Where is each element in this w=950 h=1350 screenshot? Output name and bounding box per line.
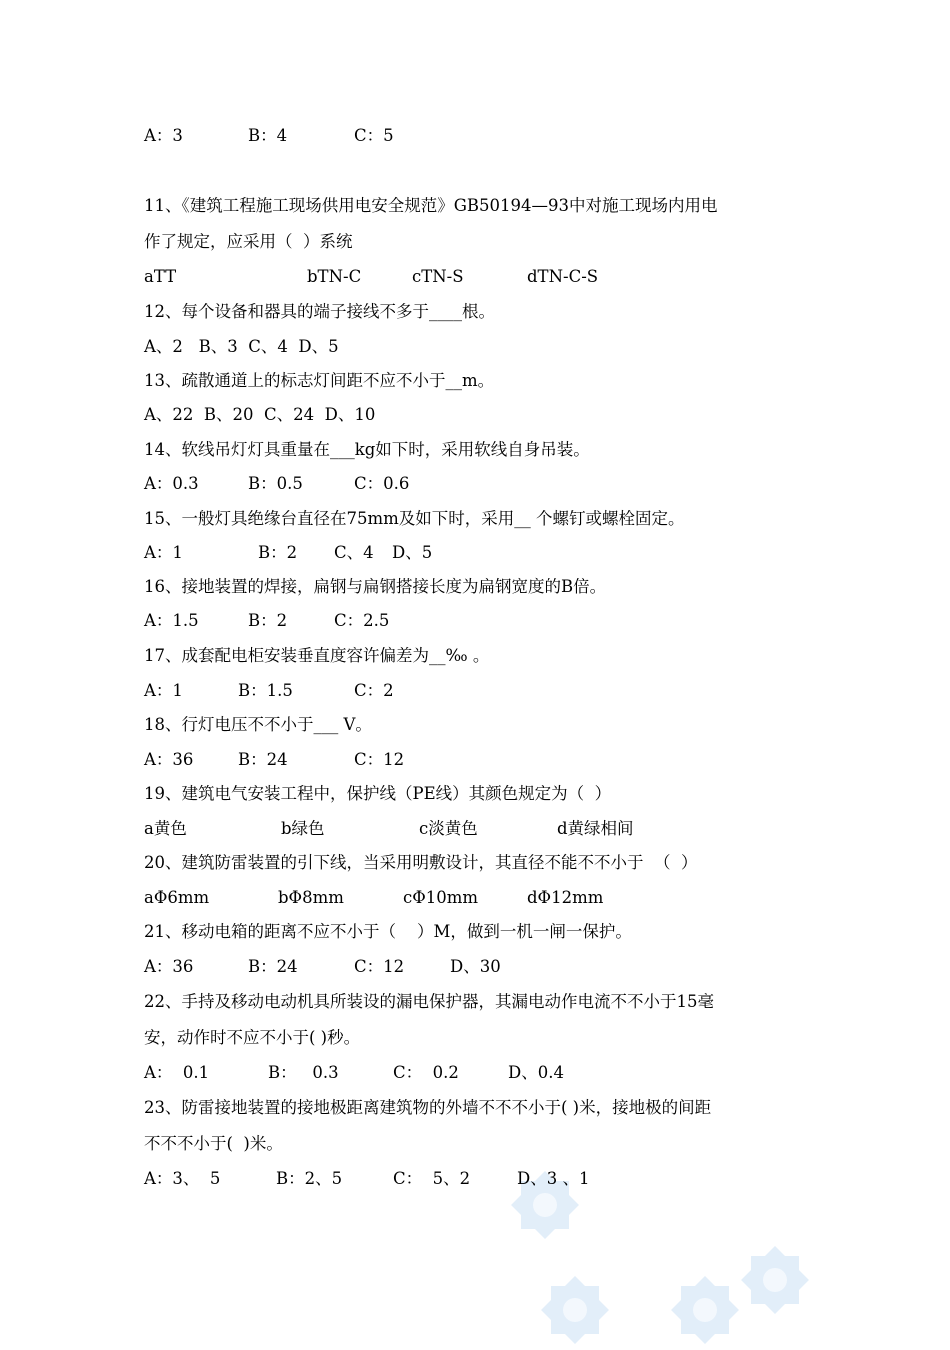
question-line: 21、移动电箱的距离不应不小于（ ）M，做到一机一闸一保护。 [144,922,632,941]
question-line: 15、一般灯具绝缘台直径在75mm及如下时，采用__ 个螺钉或螺栓固定。 [144,509,685,528]
question-line: 不不不小于( )米。 [144,1134,283,1153]
option-item: B：24 [238,750,288,769]
option-item: C：12 [354,750,405,769]
question-line: 17、成套配电柜安装垂直度容许偏差为__‰ 。 [144,646,490,665]
watermark-snowflake-icon [735,1240,815,1320]
option-item: cΦ10mm [403,888,479,907]
option-item: b绿色 [281,819,325,838]
option-item: a黄色 [144,819,187,838]
option-item: A： 0.1 [144,1063,210,1082]
watermark-snowflake-icon [535,1270,615,1350]
option-item: B：2 [248,611,288,630]
option-item: D、0.4 [508,1063,564,1082]
option-item: B：24 [248,957,298,976]
option-item: dTN-C-S [527,267,599,286]
option-item: C：0.6 [354,474,410,493]
option-item: bΦ8mm [278,888,344,907]
option-item: A：36 [144,750,194,769]
question-line: A、2 B、3 C、4 D、5 [144,337,339,356]
option-item: D、5 [392,543,433,562]
option-item: D、30 [450,957,501,976]
option-item: A：0.3 [144,474,199,493]
option-item: C：2 [354,681,394,700]
watermark-snowflake-icon [665,1270,745,1350]
option-item: dΦ12mm [527,888,604,907]
question-line: 16、接地装置的焊接，扁钢与扁钢搭接长度为扁钢宽度的B倍。 [144,577,607,596]
question-line: 12、每个设备和器具的端子接线不多于____根。 [144,302,495,321]
option-item: A：1.5 [144,611,199,630]
question-line: A、22 B、20 C、24 D、10 [144,405,376,424]
option-item: D、3 、1 [517,1169,590,1188]
option-item: cTN-S [412,267,464,286]
option-item: c淡黄色 [419,819,478,838]
question-line: 14、软线吊灯灯具重量在___kg如下时，采用软线自身吊装。 [144,440,590,459]
question-line: 11、《建筑工程施工现场供用电安全规范》GB50194—93中对施工现场内用电 [144,196,718,215]
option-item: bTN-C [307,267,362,286]
question-line: 23、防雷接地装置的接地极距离建筑物的外墙不不不小于( )米，接地极的间距 [144,1098,712,1117]
option-item: A：3 [144,126,183,145]
question-line: 19、建筑电气安装工程中，保护线（PE线）其颜色规定为（ ） [144,784,612,803]
option-item: aTT [144,267,177,286]
option-item: C、4 [334,543,374,562]
option-item: A：1 [144,681,183,700]
question-line: 22、手持及移动电动机具所装设的漏电保护器，其漏电动作电流不不小于15毫 [144,992,714,1011]
option-item: B：4 [248,126,288,145]
option-item: aΦ6mm [144,888,210,907]
option-item: B：2 [258,543,298,562]
question-line: 18、行灯电压不不小于___ V。 [144,715,372,734]
option-item: d黄绿相间 [557,819,634,838]
option-item: B：0.5 [248,474,303,493]
option-item: C：2.5 [334,611,390,630]
question-line: 13、疏散通道上的标志灯间距不应不小于__m。 [144,371,495,390]
question-line: 作了规定，应采用（ ）系统 [144,232,353,251]
question-line: 20、建筑防雷装置的引下线，当采用明敷设计，其直径不能不不小于 （ ） [144,853,698,872]
option-item: C： 5、2 [393,1169,471,1188]
option-item: B： 0.3 [268,1063,339,1082]
option-item: A：3、 5 [144,1169,221,1188]
option-item: A：36 [144,957,194,976]
option-item: C：5 [354,126,394,145]
question-line: 安，动作时不应不小于( )秒。 [144,1028,361,1047]
option-item: C： 0.2 [393,1063,459,1082]
option-item: B：2、5 [276,1169,343,1188]
option-item: B：1.5 [238,681,293,700]
option-item: A：1 [144,543,183,562]
option-item: C：12 [354,957,405,976]
